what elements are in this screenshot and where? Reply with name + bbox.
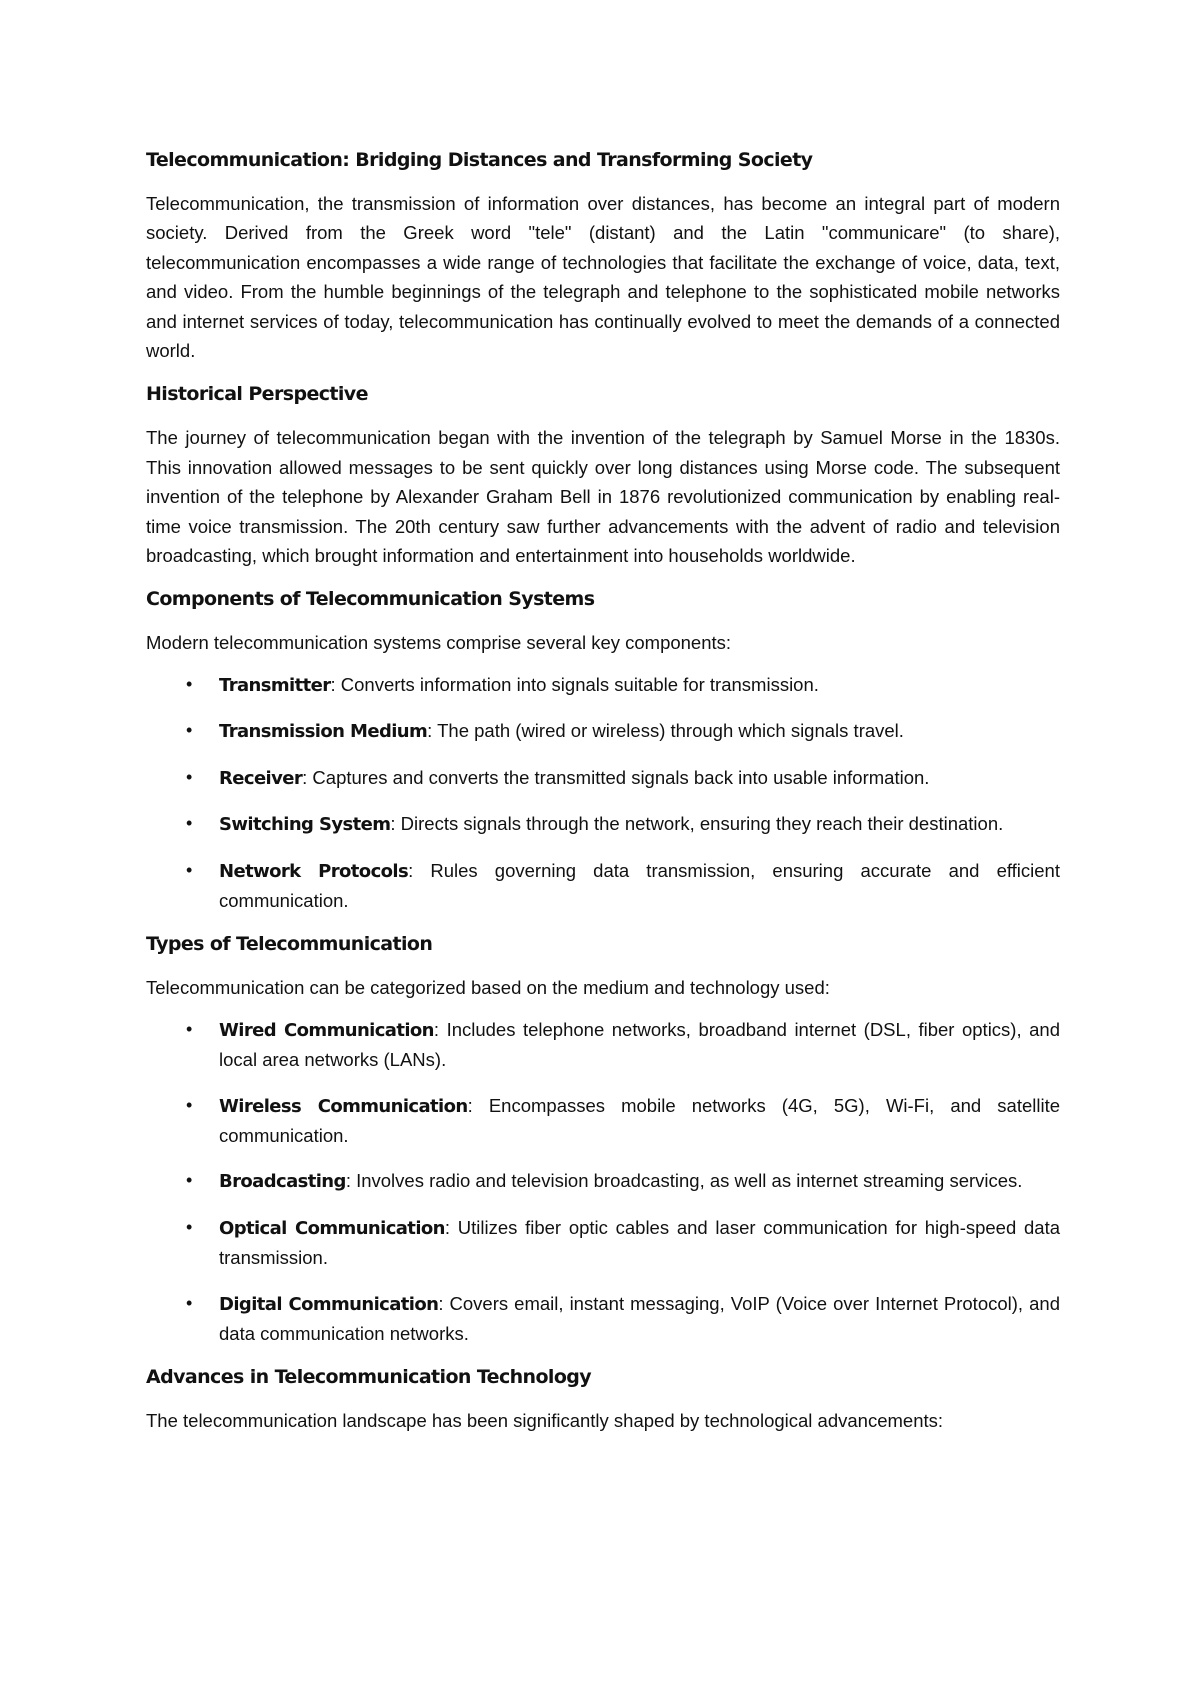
list-item-digital (146, 1289, 1060, 1349)
types-intro: Telecommunication can be categorized based on the medium and technology used: (146, 977, 830, 999)
bullet-icon: • (186, 766, 193, 787)
list-item-text: : Covers email, instant messaging, VoIP (Voice over Internet Protocol), and data communication networks. (219, 1292, 1060, 1344)
list-item-transmitter (146, 670, 1060, 700)
heading-historical-perspective: Historical Perspective (146, 383, 368, 406)
list-item-term: Broadcasting (219, 1171, 346, 1193)
document-title: Telecommunication: Bridging Distances and Transforming Society (146, 149, 813, 171)
components-list (146, 670, 1060, 915)
list-item-transmission-medium (146, 716, 1060, 746)
list-item-wired (146, 1015, 1060, 1075)
list-item-term: Wireless Communication (219, 1095, 468, 1117)
list-item-term: Network Protocols (219, 860, 409, 882)
bullet-icon: • (186, 813, 193, 834)
heading-types: Types of Telecommunication (146, 933, 433, 956)
bullet-icon: • (186, 1292, 193, 1313)
list-item-wireless (146, 1091, 1060, 1151)
heading-components: Components of Telecommunication Systems (146, 588, 595, 611)
list-item-text: : Utilizes fiber optic cables and laser communication for high-speed data transmission. (219, 1216, 1061, 1269)
list-item-term: Transmission Medium (219, 721, 428, 743)
list-item-text: : Converts information into signals suitable for transmission. (330, 673, 819, 695)
list-item-optical (146, 1213, 1060, 1273)
list-item-term: Digital Communication (219, 1293, 439, 1315)
list-item-text: : Encompasses mobile networks (4G, 5G), Wi-Fi, and satellite communication. (219, 1094, 1061, 1146)
list-item-text: : Rules governing data transmission, ensuring accurate and efficient communication. (219, 859, 1060, 911)
list-item-broadcasting (146, 1166, 1060, 1196)
bullet-icon: • (186, 720, 193, 741)
list-item-text: : Directs signals through the network, ensuring they reach their destination. (390, 813, 1004, 835)
list-item-term: Optical Communication (219, 1217, 445, 1239)
bullet-icon: • (186, 859, 193, 880)
list-item-text: : Involves radio and television broadcasting, as well as internet streaming services. (345, 1170, 1023, 1192)
list-item-term: Receiver (219, 767, 303, 789)
bullet-icon: • (186, 1170, 193, 1191)
document-page (146, 145, 1060, 1436)
intro-paragraph: Telecommunication, the transmission of information over distances, has become an integral part of modern society. Derived from the Greek word "tele" (distant) and the Latin "communicare" (to share), telecommunication encompasses a wide range of technologies that facilitate the exchange of voice, data, text, and video. From the humble beginnings of the telegraph and telephone to the sophisticated mobile networks and internet services of today, telecommunication has continually evolved to meet the demands of a connected world. (146, 193, 1060, 362)
list-item-term: Transmitter (219, 674, 331, 696)
list-item-network-protocols (146, 856, 1060, 916)
list-item-term: Wired Communication (219, 1019, 434, 1041)
bullet-icon: • (186, 1018, 193, 1039)
bullet-icon: • (186, 1094, 193, 1115)
history-paragraph: The journey of telecommunication began with the invention of the telegraph by Samuel Morse in the 1830s. This innovation allowed messages to be sent quickly over long distances using Morse code. The subsequent invention of the telephone by Alexander Graham Bell in 1876 revolutionized communication by enabling real-time voice transmission. The 20th century saw further advancements with the advent of radio and television broadcasting, which brought information and entertainment into households worldwide. (146, 427, 1060, 567)
types-list (146, 1015, 1060, 1349)
heading-advances: Advances in Telecommunication Technology (146, 1366, 592, 1389)
list-item-receiver (146, 763, 1060, 793)
list-item-term: Switching System (219, 814, 391, 836)
list-item-text: : The path (wired or wireless) through which signals travel. (427, 720, 904, 742)
advances-intro: The telecommunication landscape has been significantly shaped by technological advancements: (146, 1410, 944, 1432)
list-item-text: : Captures and converts the transmitted signals back into usable information. (302, 766, 930, 788)
bullet-icon: • (186, 1216, 193, 1237)
list-item-switching-system (146, 809, 1060, 839)
bullet-icon: • (186, 673, 193, 694)
list-item-text: : Includes telephone networks, broadband internet (DSL, fiber optics), and local area networks (LANs). (219, 1018, 1060, 1071)
components-intro: Modern telecommunication systems comprise several key components: (146, 632, 732, 654)
